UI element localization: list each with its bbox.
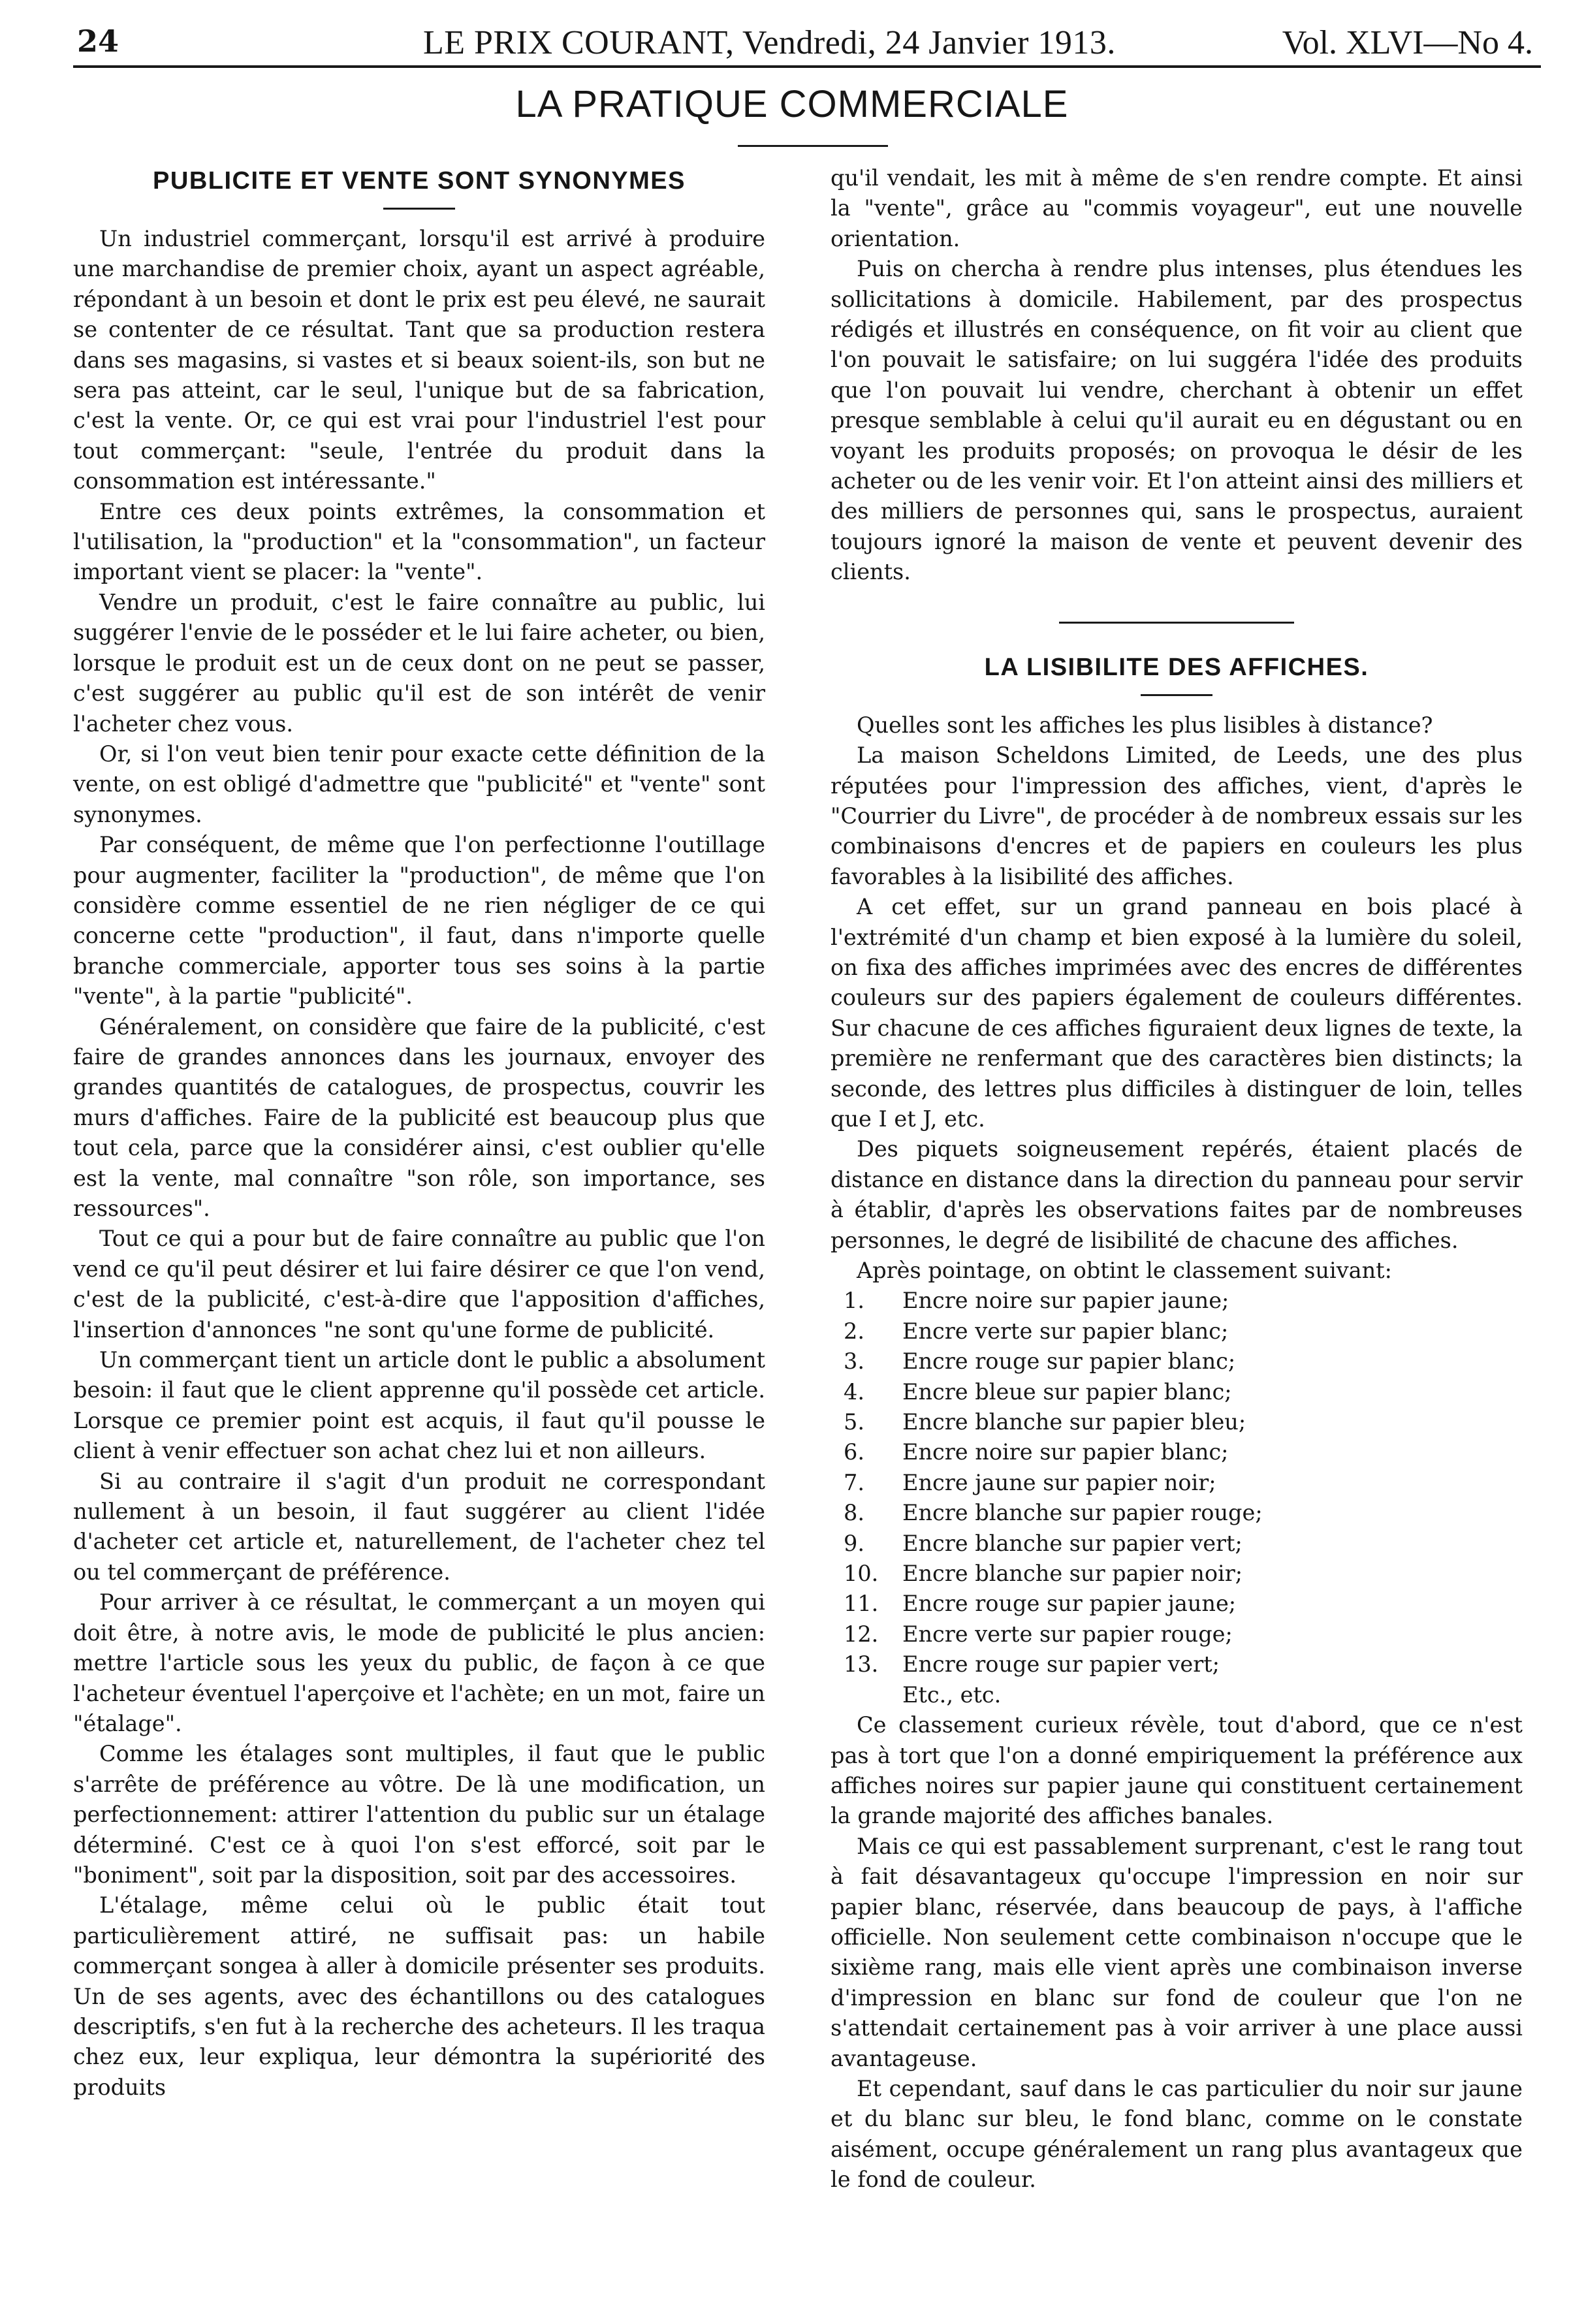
- paragraph: Et cependant, sauf dans le cas particulier du noir sur jaune et du blanc sur bleu, le fond blanc, comme on le constate aisément, occupe généralement un rang plus avantageux que le fond de couleur.: [831, 2075, 1523, 2193]
- ranking-text: Encre blanche sur papier noir;: [902, 1561, 1243, 1587]
- paragraph: Tout ce qui a pour but de faire connaître au public que l'on vend ce qu'il peut désirer et lui faire désirer ce que l'on vend, c'est de la publicité, c'est-à-dire que l'apposition d'affiches, l'insertion d'annonces "ne sont qu'une forme de publicité.: [73, 1226, 765, 1343]
- ranking-item: [844, 1346, 1523, 1377]
- ranking-item: [844, 1498, 1523, 1528]
- ranking-number: 10.: [844, 1561, 879, 1587]
- page-number: 24: [77, 24, 119, 59]
- paragraph: Si au contraire il s'agit d'un produit ne correspondant nullement à un besoin, il faut suggérer au client l'idée d'acheter cet article et, naturellement, de l'acheter chez tel ou tel commerçant de préférence.: [73, 1468, 765, 1585]
- ranking-number: 9.: [844, 1530, 864, 1556]
- ranking-number: 1.: [844, 1288, 864, 1314]
- paragraph: Puis on chercha à rendre plus intenses, plus étendues les sollicitations à domicile. Habilement, par des prospectus rédigés et illustrés en conséquence, on fit voir au client que l'on pouvait le satisfaire; on lui suggéra l'idée des produits que l'on pouvait lui vendre, cherchant à obtenir un effet presque semblable à celui qu'il aurait eu en dégustant ou en voyant les produits proposés; on provoqua le désir de les acheter ou de les venir voir. Et l'on atteint ainsi des milliers et des milliers de personnes qui, sans le prospectus, auraient toujours ignoré la maison de vente et peuvent devenir des clients.: [831, 256, 1523, 585]
- paragraph: Un commerçant tient un article dont le public a absolument besoin: il faut que le client apprenne qu'il possède cet article. Lorsque ce premier point est acquis, il faut qu'il pousse le client à venir effectuer son achat chez lui et non ailleurs.: [73, 1347, 765, 1464]
- ranking-number: 11.: [844, 1591, 879, 1617]
- paragraph: Ce classement curieux révèle, tout d'abord, que ce n'est pas à tort que l'on a donné empiriquement la préférence aux affiches noires sur papier jaune qui constituent certainement la grande majorité des affiches banales.: [831, 1712, 1523, 1829]
- ranking-item: [844, 1649, 1523, 1679]
- ranking-item: [844, 1468, 1523, 1498]
- ranking-item: [844, 1286, 1523, 1316]
- paragraph: Des piquets soigneusement repérés, étaient placés de distance en distance dans la direction du panneau pour servir à établir, d'après les observations faites par de nombreuses personnes, le degré de lisibilité de chacune des affiches.: [831, 1136, 1523, 1253]
- ranking-number: 5.: [844, 1409, 864, 1435]
- page-edge: [0, 0, 17, 2324]
- ranking-item: [844, 1559, 1523, 1589]
- ranking-text: Encre jaune sur papier noir;: [902, 1469, 1216, 1495]
- ranking-number: 7.: [844, 1469, 864, 1495]
- right-column: [831, 163, 1523, 2195]
- article-title: PUBLICITE ET VENTE SONT SYNONYMES: [153, 167, 686, 195]
- paragraph: Pour arriver à ce résultat, le commerçant a un moyen qui doit être, à notre avis, le mode de publicité le plus ancien: mettre l'article sous les yeux du public, de façon à ce que l'acheteur éventuel l'aperçoive et l'achète; en un mot, faire un "étalage".: [73, 1589, 765, 1736]
- ranking-text: Encre verte sur papier blanc;: [902, 1318, 1229, 1344]
- paragraph: A cet effet, sur un grand panneau en bois placé à l'extrémité d'un champ et bien exposé à la lumière du soleil, on fixa des affiches imprimées avec des encres de différentes couleurs sur des papiers également de couleurs différentes. Sur chacune de ces affiches figuraient deux lignes de texte, la première ne renfermant que des caractères bien distincts; la seconde, des lettres plus difficiles à distinguer de loin, telles que I et J, etc.: [831, 894, 1523, 1132]
- ranking-number: 4.: [844, 1378, 864, 1405]
- paragraph: Comme les étalages sont multiples, il faut que le public s'arrête de préférence au vôtre. De là une modification, un perfectionnement: attirer l'attention du public sur un étalage déterminé. C'est ce à quoi l'on s'est efforcé, soit par le "boniment", soit par la disposition, soit par des accessoires.: [73, 1741, 765, 1888]
- ranking-number: 3.: [844, 1348, 864, 1375]
- article-separator: [1059, 622, 1294, 624]
- ranking-item: [844, 1437, 1523, 1467]
- ranking-list: [831, 1286, 1523, 1679]
- section-title: LA PRATIQUE COMMERCIALE: [515, 83, 1069, 125]
- paragraph: Généralement, on considère que faire de la publicité, c'est faire de grandes annonces dans les journaux, envoyer des grandes quantités de catalogues, de prospectus, couvrir les murs d'affiches. Faire de la publicité est beaucoup plus que tout cela, parce que la considérer ainsi, c'est oublier qu'elle est la vente, mal connaître "son rôle, son importance, ses ressources".: [73, 1013, 765, 1221]
- ranking-item: [844, 1377, 1523, 1407]
- ranking-etc: Etc., etc.: [902, 1681, 1002, 1708]
- ranking-text: Encre blanche sur papier rouge;: [902, 1500, 1263, 1526]
- paragraph: Un industriel commerçant, lorsqu'il est arrivé à produire une marchandise de premier choix, ayant un aspect agréable, répondant à un besoin et dont le prix est peu élevé, ne saurait se contenter de ce résultat. Tant que sa production restera dans ses magasins, si vastes et si beaux soient-ils, son but ne sera pas atteint, car le seul, l'unique but de sa fabrication, c'est la vente. Or, ce qui est vrai pour l'industriel l'est pour tout commerçant: "seule, l'entrée du produit dans la consommation est intéressante.": [73, 226, 765, 494]
- paragraph: L'étalage, même celui où le public était tout particulièrement attiré, ne suffisait pas: un habile commerçant songea à aller à domicile présenter ses produits. Un de ses agents, avec des échantillons ou des catalogues descriptifs, s'en fut à la recherche des acheteurs. Il les traqua chez eux, leur expliqua, leur démontra la supériorité des produits: [73, 1892, 765, 2100]
- ranking-number: 13.: [844, 1651, 879, 1678]
- ranking-text: Encre noire sur papier blanc;: [902, 1439, 1229, 1465]
- ranking-item: [844, 1589, 1523, 1619]
- ranking-item: [844, 1529, 1523, 1559]
- ranking-number: 2.: [844, 1318, 864, 1344]
- ranking-text: Encre rouge sur papier vert;: [902, 1651, 1220, 1678]
- ranking-text: Encre rouge sur papier jaune;: [902, 1591, 1237, 1617]
- ranking-number: 8.: [844, 1500, 864, 1526]
- page-header: [77, 20, 1533, 65]
- volume-number: Vol. XLVI—No 4.: [1282, 24, 1533, 61]
- paragraph: Après pointage, on obtint le classement suivant:: [857, 1258, 1392, 1283]
- ranking-text: Encre rouge sur papier blanc;: [902, 1348, 1236, 1375]
- left-column: [73, 163, 765, 2103]
- ranking-text: Encre bleue sur papier blanc;: [902, 1378, 1232, 1405]
- ranking-number: 12.: [844, 1621, 879, 1647]
- header-rule: [73, 65, 1541, 68]
- paragraph: Par conséquent, de même que l'on perfectionne l'outillage pour augmenter, faciliter la "production", de même que l'on considère comme essentiel de ne rien négliger de ce qui concerne cette "production", il faut, dans n'importe quelle branche commerciale, apporter tous ses soins à la partie "vente", à la partie "publicité".: [73, 832, 765, 1010]
- masthead: LE PRIX COURANT, Vendredi, 24 Janvier 1913.: [423, 24, 1116, 61]
- ranking-text: Encre verte sur papier rouge;: [902, 1621, 1233, 1647]
- ranking-text: Encre noire sur papier jaune;: [902, 1288, 1229, 1314]
- paragraph: Or, si l'on veut bien tenir pour exacte cette définition de la vente, on est obligé d'admettre que "publicité" et "vente" sont synonymes.: [73, 740, 765, 827]
- paragraph: Entre ces deux points extrêmes, la consommation et l'utilisation, la "production" et la "consommation", un facteur important vient se placer: la "vente".: [73, 498, 765, 585]
- ranking-text: Encre blanche sur papier bleu;: [902, 1409, 1246, 1435]
- ranking-text: Encre blanche sur papier vert;: [902, 1530, 1243, 1556]
- paragraph-continued: qu'il vendait, les mit à même de s'en rendre compte. Et ainsi la "vente", grâce au "commis voyageur", eut une nouvelle orientation.: [831, 165, 1523, 251]
- paragraph: Mais ce qui est passablement surprenant, c'est le rang tout à fait désavantageux qu'occupe l'impression en noir sur papier blanc, réservée, dans beaucoup de pays, à l'affiche officielle. Non seulement cette combinaison n'occupe que le sixième rang, mais elle vient après une combinaison inverse d'impression en blanc sur fond de couleur que l'on ne s'attendait certainement pas à voir arriver à une place aussi avantageuse.: [831, 1833, 1523, 2071]
- ranking-item: [844, 1619, 1523, 1649]
- article-title: LA LISIBILITE DES AFFICHES.: [984, 653, 1369, 681]
- paragraph: Quelles sont les affiches les plus lisibles à distance?: [857, 712, 1433, 738]
- title-rule: [383, 208, 455, 210]
- title-rule: [1141, 694, 1212, 696]
- paragraph: Vendre un produit, c'est le faire connaître au public, lui suggérer l'envie de le posséder et le lui faire acheter, ou bien, lorsque le produit est un de ceux dont on ne peut se passer, c'est suggérer au public qu'il est de son intérêt de venir l'acheter chez vous.: [73, 589, 765, 737]
- ranking-number: 6.: [844, 1439, 864, 1465]
- paragraph: La maison Scheldons Limited, de Leeds, une des plus réputées pour l'impression des affiches, vient, d'après le "Courrier du Livre", de procéder à de nombreux essais sur les combinaisons d'encres et de papiers en couleurs les plus favorables à la lisibilité des affiches.: [831, 742, 1523, 889]
- section-title-rule: [738, 145, 888, 147]
- ranking-item: [844, 1407, 1523, 1437]
- ranking-item: [844, 1316, 1523, 1346]
